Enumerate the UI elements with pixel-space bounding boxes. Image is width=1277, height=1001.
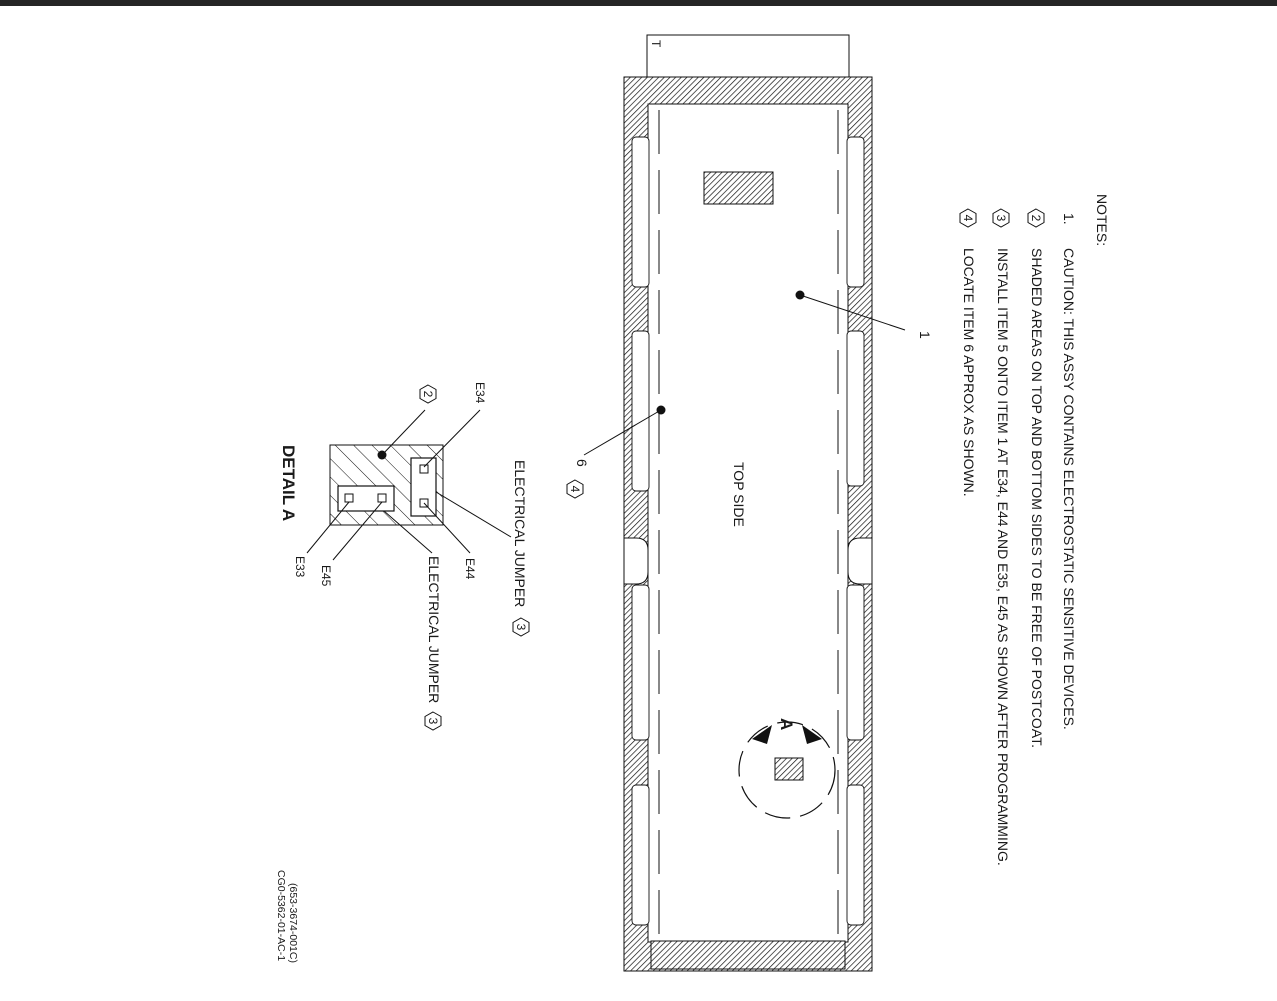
shaded-pad-detail-a bbox=[775, 758, 803, 780]
jumper-top-leader bbox=[436, 492, 511, 537]
note-1-number: 1. bbox=[1061, 213, 1077, 225]
drawing-id-line-2: CG0-5362-01-AC-1 bbox=[275, 870, 287, 962]
note-3-text: INSTALL ITEM 5 ONTO ITEM 1 AT E34, E44 AND E35, E45 AS SHOWN AFTER PROGRAMMING. bbox=[995, 248, 1011, 866]
notes-block bbox=[960, 194, 1110, 866]
shaded-pad-bottom-edge bbox=[651, 941, 845, 969]
e34-leader bbox=[424, 410, 480, 467]
left-notch bbox=[624, 538, 648, 584]
callout-6-number: 6 bbox=[574, 459, 590, 467]
top-border-bar bbox=[0, 0, 1277, 6]
jumper-top-flag-number: 3 bbox=[514, 623, 528, 631]
note-2-flag-number: 2 bbox=[1029, 214, 1043, 222]
jumper-top-label: ELECTRICAL JUMPER bbox=[512, 460, 528, 608]
pin-e33-label: E33 bbox=[293, 556, 307, 578]
jumper-bottom-flag bbox=[425, 712, 441, 730]
jumper-top-flag bbox=[513, 618, 529, 636]
right-notch bbox=[848, 538, 872, 584]
drawing-id-line-1: (653-3674-001C) bbox=[287, 883, 299, 963]
pin-e45-label: E45 bbox=[319, 565, 333, 587]
note-2-flag bbox=[1028, 209, 1044, 227]
detail-a-view bbox=[279, 382, 529, 730]
pin-e45-pad bbox=[378, 494, 386, 502]
e33-leader bbox=[307, 502, 349, 553]
notes-heading: NOTES: bbox=[1094, 194, 1110, 247]
shaded-flag bbox=[420, 385, 436, 403]
pin-e34-pad bbox=[420, 465, 428, 473]
note-4-text: LOCATE ITEM 6 APPROX AS SHOWN. bbox=[961, 248, 977, 497]
shaded-pad-upper bbox=[704, 172, 773, 204]
connector-tab bbox=[647, 35, 849, 83]
shaded-flag-number: 2 bbox=[421, 390, 435, 398]
e44-leader bbox=[424, 503, 470, 553]
jumper-bottom-label: ELECTRICAL JUMPER bbox=[426, 556, 442, 704]
detail-a-title: DETAIL A bbox=[279, 445, 298, 522]
top-side-label: TOP SIDE bbox=[731, 462, 747, 527]
note-2-text: SHADED AREAS ON TOP AND BOTTOM SIDES TO BE FREE OF POSTCOAT. bbox=[1029, 248, 1045, 748]
callout-1-number: 1 bbox=[917, 331, 933, 339]
note-4-flag bbox=[960, 209, 976, 227]
jumper-bottom-flag-number: 3 bbox=[426, 717, 440, 725]
pin-e33-pad bbox=[345, 494, 353, 502]
note-1-text: CAUTION: THIS ASSY CONTAINS ELECTROSTATIC SENSITIVE DEVICES. bbox=[1061, 248, 1077, 730]
circuit-board bbox=[567, 35, 933, 971]
pin-e44-label: E44 bbox=[463, 558, 477, 580]
note-3-flag bbox=[993, 209, 1009, 227]
connector-mark: T bbox=[649, 40, 663, 48]
board-inner-area bbox=[648, 104, 848, 942]
pin-e34-label: E34 bbox=[473, 382, 487, 404]
detail-a-view-letter: A bbox=[777, 718, 796, 731]
note-3-flag-number: 3 bbox=[994, 214, 1008, 222]
callout-6-flag-number: 4 bbox=[568, 485, 582, 493]
callout-6-flag bbox=[567, 480, 583, 498]
note-4-flag-number: 4 bbox=[961, 214, 975, 222]
